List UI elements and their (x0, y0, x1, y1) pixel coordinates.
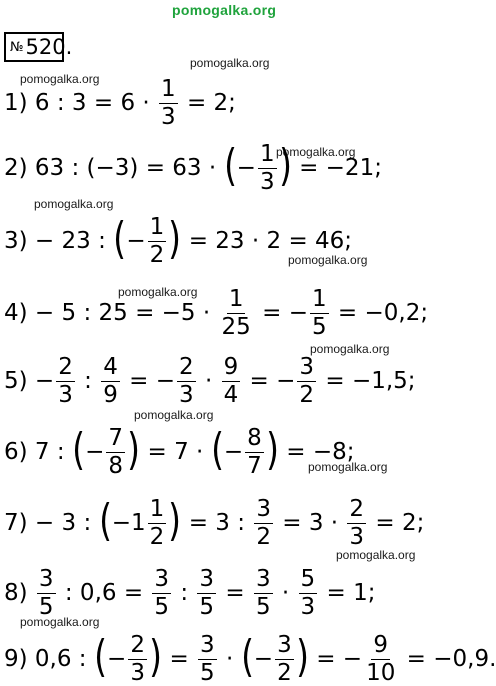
equation-line-7 (4, 495, 425, 550)
number-sign: № (10, 40, 24, 55)
problem-number-box (4, 32, 73, 62)
fraction (220, 285, 253, 340)
denominator: 10 (366, 659, 396, 686)
fraction (159, 75, 178, 130)
equation-text: − (236, 155, 256, 181)
fraction (152, 565, 171, 620)
denominator: 3 (259, 168, 275, 195)
numerator: 2 (58, 353, 73, 380)
parenthesis: ( (210, 424, 224, 475)
watermark: pomogalka.org (20, 72, 100, 86)
equation-text: : (173, 580, 196, 606)
equation-line-8 (4, 565, 376, 620)
equation-text: = 3 : (181, 510, 253, 536)
numerator: 3 (199, 565, 215, 592)
equation-line-4 (4, 285, 429, 340)
watermark: pomogalka.org (20, 615, 100, 629)
equation-text: · (274, 580, 297, 606)
equation-line-3 (4, 213, 353, 268)
equation-line-2 (4, 140, 382, 195)
denominator: 2 (299, 381, 315, 408)
fraction (299, 565, 318, 620)
watermark-top: pomogalka.org (172, 2, 277, 18)
equation-text: 7) − 3 : (4, 510, 99, 536)
parenthesis: ( (113, 213, 127, 264)
numerator: 3 (38, 565, 54, 592)
denominator: 7 (247, 452, 262, 479)
equation-text: 3) − 23 : (4, 228, 114, 254)
equation-text: 4) − 5 : 25 = −5 · (4, 300, 218, 326)
denominator: 2 (256, 523, 271, 550)
watermark: pomogalka.org (336, 548, 416, 562)
parenthesis: ) (278, 140, 292, 191)
numerator: 2 (130, 631, 145, 658)
equation-text: = 3 · (274, 510, 346, 536)
parenthesis: ) (265, 424, 279, 475)
equation-text: = 7 · (140, 439, 211, 465)
equation-text: 6) 7 : (4, 439, 72, 465)
denominator: 2 (149, 241, 165, 268)
fraction (310, 285, 329, 340)
numerator: 9 (223, 353, 239, 380)
denominator: 3 (300, 593, 316, 620)
equation-text: = − (308, 646, 363, 672)
equation-text: 2) 63 : (−3) = 63 · (4, 155, 224, 181)
equation-line-6 (4, 424, 355, 479)
numerator: 1 (161, 75, 176, 102)
denominator: 5 (199, 593, 215, 620)
denominator: 2 (277, 659, 292, 686)
equation-text: = −1,5; (318, 368, 416, 394)
equation-text: · (197, 368, 220, 394)
equation-text: = − (242, 368, 296, 394)
parenthesis: ) (168, 495, 182, 546)
fraction (197, 565, 216, 620)
numerator: 2 (349, 495, 365, 522)
numerator: 3 (277, 631, 292, 658)
equation-text: − (85, 439, 105, 465)
denominator: 5 (38, 593, 54, 620)
equation-text: − (126, 228, 146, 254)
watermark: pomogalka.org (288, 253, 368, 267)
parenthesis: ( (223, 140, 237, 191)
equation-text: = −21; (291, 155, 382, 181)
parenthesis: ( (98, 495, 112, 546)
fraction (56, 353, 75, 408)
equation-text: = − (121, 368, 176, 394)
fraction (222, 353, 241, 408)
equation-text: = 1; (319, 580, 376, 606)
numerator: 9 (373, 631, 389, 658)
fraction (275, 631, 294, 686)
numerator: 1 (311, 285, 327, 312)
numerator: 3 (299, 353, 315, 380)
denominator: 3 (161, 103, 176, 130)
parenthesis: ( (94, 631, 107, 682)
numerator: 3 (200, 631, 215, 658)
watermark: pomogalka.org (308, 460, 388, 474)
equation-text: · (218, 646, 241, 672)
equation-text: − (223, 439, 244, 465)
equation-text: = 2; (179, 90, 236, 116)
fraction (347, 495, 366, 550)
parenthesis: ) (149, 631, 162, 682)
problem-number: 520. (25, 35, 73, 59)
equation-text: 1) 6 : 3 = 6 · (4, 90, 158, 116)
watermark: pomogalka.org (190, 56, 270, 70)
fraction (128, 631, 147, 686)
numerator: 7 (108, 424, 124, 451)
numerator: 1 (228, 285, 244, 312)
fraction (177, 353, 196, 408)
numerator: 8 (247, 424, 262, 451)
equation-text: = (218, 580, 252, 606)
fraction (101, 353, 120, 408)
equation-text: = 23 · 2 = 46; (181, 228, 353, 254)
fraction (258, 140, 277, 195)
denominator: 5 (311, 313, 327, 340)
numerator: 5 (300, 565, 316, 592)
numerator: 1 (149, 495, 165, 522)
fraction (37, 565, 56, 620)
numerator: 1 (149, 213, 165, 240)
watermark: pomogalka.org (118, 285, 198, 299)
equation-text: = −0,9. (399, 646, 496, 672)
equation-line-9 (4, 631, 496, 686)
equation-text: = (162, 646, 197, 672)
denominator: 3 (179, 381, 194, 408)
numerator: 1 (259, 140, 275, 167)
parenthesis: ) (127, 424, 141, 475)
numerator: 3 (154, 565, 170, 592)
fraction (148, 213, 167, 268)
fraction (254, 495, 273, 550)
parenthesis: ) (295, 631, 309, 682)
equation-text: : 0,6 = (57, 580, 151, 606)
denominator: 2 (149, 523, 165, 550)
parenthesis: ( (240, 631, 254, 682)
equation-text: 5) − (4, 368, 55, 394)
equation-text: = −8; (278, 439, 355, 465)
numerator: 4 (103, 353, 118, 380)
denominator: 8 (108, 452, 124, 479)
fraction (364, 631, 397, 686)
parenthesis: ) (168, 213, 182, 264)
fraction (297, 353, 316, 408)
fraction (198, 631, 217, 686)
watermark: pomogalka.org (310, 342, 390, 356)
fraction (148, 495, 167, 550)
equation-text: 9) 0,6 : (4, 646, 94, 672)
equation-line-1 (4, 75, 236, 130)
denominator: 9 (103, 381, 118, 408)
parenthesis: ( (72, 424, 85, 475)
denominator: 25 (221, 313, 251, 340)
equation-text: = 2; (368, 510, 425, 536)
watermark: pomogalka.org (134, 408, 214, 422)
equation-text: − (107, 646, 127, 672)
denominator: 3 (58, 381, 73, 408)
watermark: pomogalka.org (34, 197, 114, 211)
denominator: 5 (154, 593, 170, 620)
denominator: 3 (349, 523, 365, 550)
equation-text: = −0,2; (330, 300, 429, 326)
numerator: 3 (255, 565, 271, 592)
denominator: 5 (200, 659, 215, 686)
equation-text: : (76, 368, 100, 394)
fraction (106, 424, 125, 479)
equation-line-5 (4, 353, 416, 408)
equation-text: 8) (4, 580, 35, 606)
denominator: 3 (130, 659, 145, 686)
numerator: 2 (179, 353, 194, 380)
equation-text: = − (254, 300, 308, 326)
denominator: 5 (255, 593, 271, 620)
equation-text: − (253, 646, 274, 672)
fraction (245, 424, 264, 479)
fraction (254, 565, 273, 620)
watermark: pomogalka.org (276, 145, 356, 159)
equation-text: −1 (111, 510, 146, 536)
numerator: 3 (256, 495, 271, 522)
denominator: 4 (223, 381, 239, 408)
